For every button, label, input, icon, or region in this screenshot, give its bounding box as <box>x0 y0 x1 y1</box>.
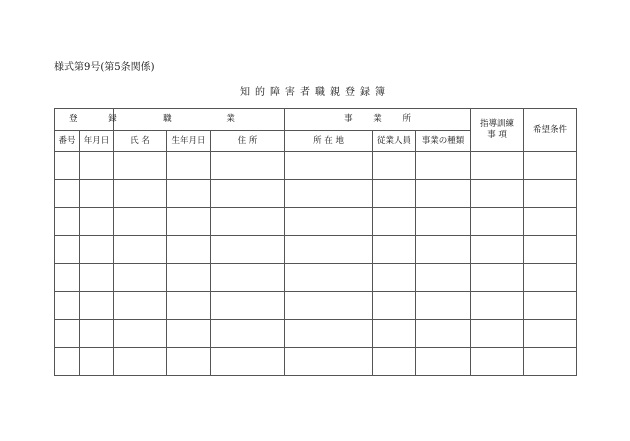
table-cell[interactable] <box>524 152 577 180</box>
table-cell[interactable] <box>373 236 416 264</box>
table-cell[interactable] <box>416 236 471 264</box>
table-cell[interactable] <box>167 292 211 320</box>
table-cell[interactable] <box>285 320 373 348</box>
table-cell[interactable] <box>55 152 80 180</box>
header-employees: 従業人員 <box>373 131 416 152</box>
registry-table <box>54 108 577 376</box>
table-cell[interactable] <box>167 180 211 208</box>
table-cell[interactable] <box>55 292 80 320</box>
table-cell[interactable] <box>80 236 114 264</box>
header-occupation: 職 業 <box>114 109 285 131</box>
table-cell[interactable] <box>471 348 524 376</box>
table-cell[interactable] <box>114 180 167 208</box>
table-cell[interactable] <box>471 180 524 208</box>
table-cell[interactable] <box>211 348 285 376</box>
table-cell[interactable] <box>211 180 285 208</box>
table-cell[interactable] <box>471 264 524 292</box>
table-cell[interactable] <box>167 348 211 376</box>
table-cell[interactable] <box>55 180 80 208</box>
table-cell[interactable] <box>211 320 285 348</box>
table-cell[interactable] <box>524 320 577 348</box>
table-cell[interactable] <box>373 320 416 348</box>
table-cell[interactable] <box>524 180 577 208</box>
table-cell[interactable] <box>55 236 80 264</box>
table-cell[interactable] <box>211 292 285 320</box>
table-cell[interactable] <box>211 152 285 180</box>
table-cell[interactable] <box>285 208 373 236</box>
table-row <box>55 152 577 180</box>
table-cell[interactable] <box>211 236 285 264</box>
table-cell[interactable] <box>55 264 80 292</box>
table-cell[interactable] <box>373 264 416 292</box>
table-cell[interactable] <box>114 292 167 320</box>
table-cell[interactable] <box>80 152 114 180</box>
table-cell[interactable] <box>471 292 524 320</box>
table-cell[interactable] <box>114 208 167 236</box>
table-cell[interactable] <box>524 292 577 320</box>
table-cell[interactable] <box>285 348 373 376</box>
table-cell[interactable] <box>524 264 577 292</box>
table-cell[interactable] <box>211 264 285 292</box>
table-cell[interactable] <box>416 348 471 376</box>
table-cell[interactable] <box>524 208 577 236</box>
table-cell[interactable] <box>373 348 416 376</box>
table-cell[interactable] <box>373 208 416 236</box>
header-location: 所 在 地 <box>285 131 373 152</box>
header-business-type: 事業の種類 <box>416 131 471 152</box>
table-cell[interactable] <box>285 292 373 320</box>
table-cell[interactable] <box>285 264 373 292</box>
table-cell[interactable] <box>373 152 416 180</box>
table-cell[interactable] <box>416 264 471 292</box>
table-cell[interactable] <box>285 236 373 264</box>
table-cell[interactable] <box>167 320 211 348</box>
table-cell[interactable] <box>80 292 114 320</box>
table-row <box>55 208 577 236</box>
table-cell[interactable] <box>373 180 416 208</box>
header-address: 住 所 <box>211 131 285 152</box>
table-row <box>55 180 577 208</box>
table-row <box>55 264 577 292</box>
table-cell[interactable] <box>471 236 524 264</box>
table-row <box>55 236 577 264</box>
table-cell[interactable] <box>285 152 373 180</box>
table-row <box>55 320 577 348</box>
table-cell[interactable] <box>55 348 80 376</box>
table-cell[interactable] <box>114 236 167 264</box>
table-cell[interactable] <box>55 320 80 348</box>
header-number: 番号 <box>55 131 80 152</box>
table-cell[interactable] <box>55 208 80 236</box>
table-cell[interactable] <box>416 152 471 180</box>
table-cell[interactable] <box>471 208 524 236</box>
header-name: 氏 名 <box>114 131 167 152</box>
table-cell[interactable] <box>114 264 167 292</box>
table-cell[interactable] <box>80 180 114 208</box>
table-cell[interactable] <box>416 292 471 320</box>
table-cell[interactable] <box>471 152 524 180</box>
header-birth-date: 生年月日 <box>167 131 211 152</box>
table-cell[interactable] <box>80 264 114 292</box>
table-cell[interactable] <box>167 264 211 292</box>
form-number-label: 様式第9号(第5条関係) <box>54 62 155 73</box>
header-establishment: 事 業 所 <box>285 109 471 131</box>
header-registration: 登 録 <box>55 109 114 131</box>
table-row <box>55 348 577 376</box>
header-registration-date: 年月日 <box>80 131 114 152</box>
table-cell[interactable] <box>80 348 114 376</box>
table-cell[interactable] <box>285 180 373 208</box>
table-cell[interactable] <box>416 320 471 348</box>
header-guidance-items: 指導訓練 事 項 <box>471 109 524 152</box>
table-cell[interactable] <box>80 208 114 236</box>
table-cell[interactable] <box>80 320 114 348</box>
table-cell[interactable] <box>167 208 211 236</box>
table-cell[interactable] <box>416 180 471 208</box>
table-cell[interactable] <box>211 208 285 236</box>
table-cell[interactable] <box>167 152 211 180</box>
table-cell[interactable] <box>373 292 416 320</box>
table-cell[interactable] <box>416 208 471 236</box>
table-cell[interactable] <box>524 348 577 376</box>
table-cell[interactable] <box>167 236 211 264</box>
header-desired-conditions: 希望条件 <box>524 109 577 152</box>
table-cell[interactable] <box>114 152 167 180</box>
table-cell[interactable] <box>471 320 524 348</box>
table-cell[interactable] <box>114 348 167 376</box>
table-cell[interactable] <box>524 236 577 264</box>
table-cell[interactable] <box>114 320 167 348</box>
document-title: 知的障害者職親登録簿 <box>240 87 390 98</box>
table-row <box>55 292 577 320</box>
